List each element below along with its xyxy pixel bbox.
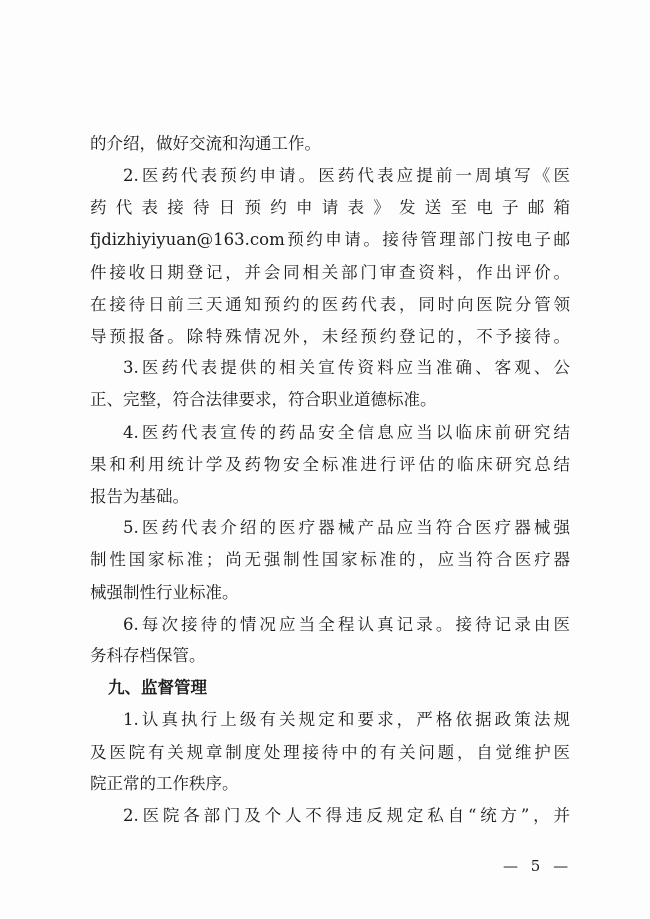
paragraph-line: 药代表接待日预约申请表》发送至电子邮箱 (90, 198, 570, 217)
paragraph-line: 制性国家标准；尚无强制性国家标准的，应当符合医疗器 (90, 550, 570, 569)
paragraph-line: 2.医院各部门及个人不得违反规定私自“统方”，并 (123, 806, 570, 825)
paragraph-line: 4.医药代表宣传的药品安全信息应当以临床前研究结 (123, 423, 570, 442)
paragraph-line: 5.医药代表介绍的医疗器械产品应当符合医疗器械强 (123, 518, 570, 537)
paragraph-line: 6.每次接待的情况应当全程认真记录。接待记录由医 (123, 615, 570, 634)
section-heading: 九、监督管理 (108, 678, 207, 697)
paragraph-line: 务科存档保管。 (90, 646, 206, 665)
paragraph-line: 正、完整，符合法律要求，符合职业道德标准。 (90, 390, 437, 409)
page-number: — 5 — (503, 857, 573, 875)
paragraph-line: 果和利用统计学及药物安全标准进行评估的临床研究总结 (90, 455, 570, 474)
paragraph-line: 及医院有关规章制度处理接待中的有关问题，自觉维护医 (90, 743, 570, 762)
paragraph-line: 件接收日期登记，并会同相关部门审查资料，作出评价。 (90, 263, 570, 282)
paragraph-line: fjdizhiyiyuan@163.com预约申请。接待管理部门按电子邮 (90, 230, 570, 249)
paragraph-line: 导预报备。除特殊情况外，未经预约登记的，不予接待。 (90, 327, 570, 346)
paragraph-line: 报告为基础。 (90, 487, 189, 506)
paragraph-line: 械强制性行业标准。 (90, 583, 239, 602)
paragraph-line: 3.医药代表提供的相关宣传资料应当准确、客观、公 (123, 358, 570, 377)
paragraph-line: 1.认真执行上级有关规定和要求，严格依据政策法规 (123, 710, 570, 729)
paragraph-line: 2.医药代表预约申请。医药代表应提前一周填写《医 (123, 166, 570, 185)
paragraph-line: 的介绍，做好交流和沟通工作。 (90, 134, 321, 153)
paragraph-line: 在接待日前三天通知预约的医药代表，同时向医院分管领 (90, 295, 570, 314)
paragraph-line: 院正常的工作秩序。 (90, 774, 239, 793)
